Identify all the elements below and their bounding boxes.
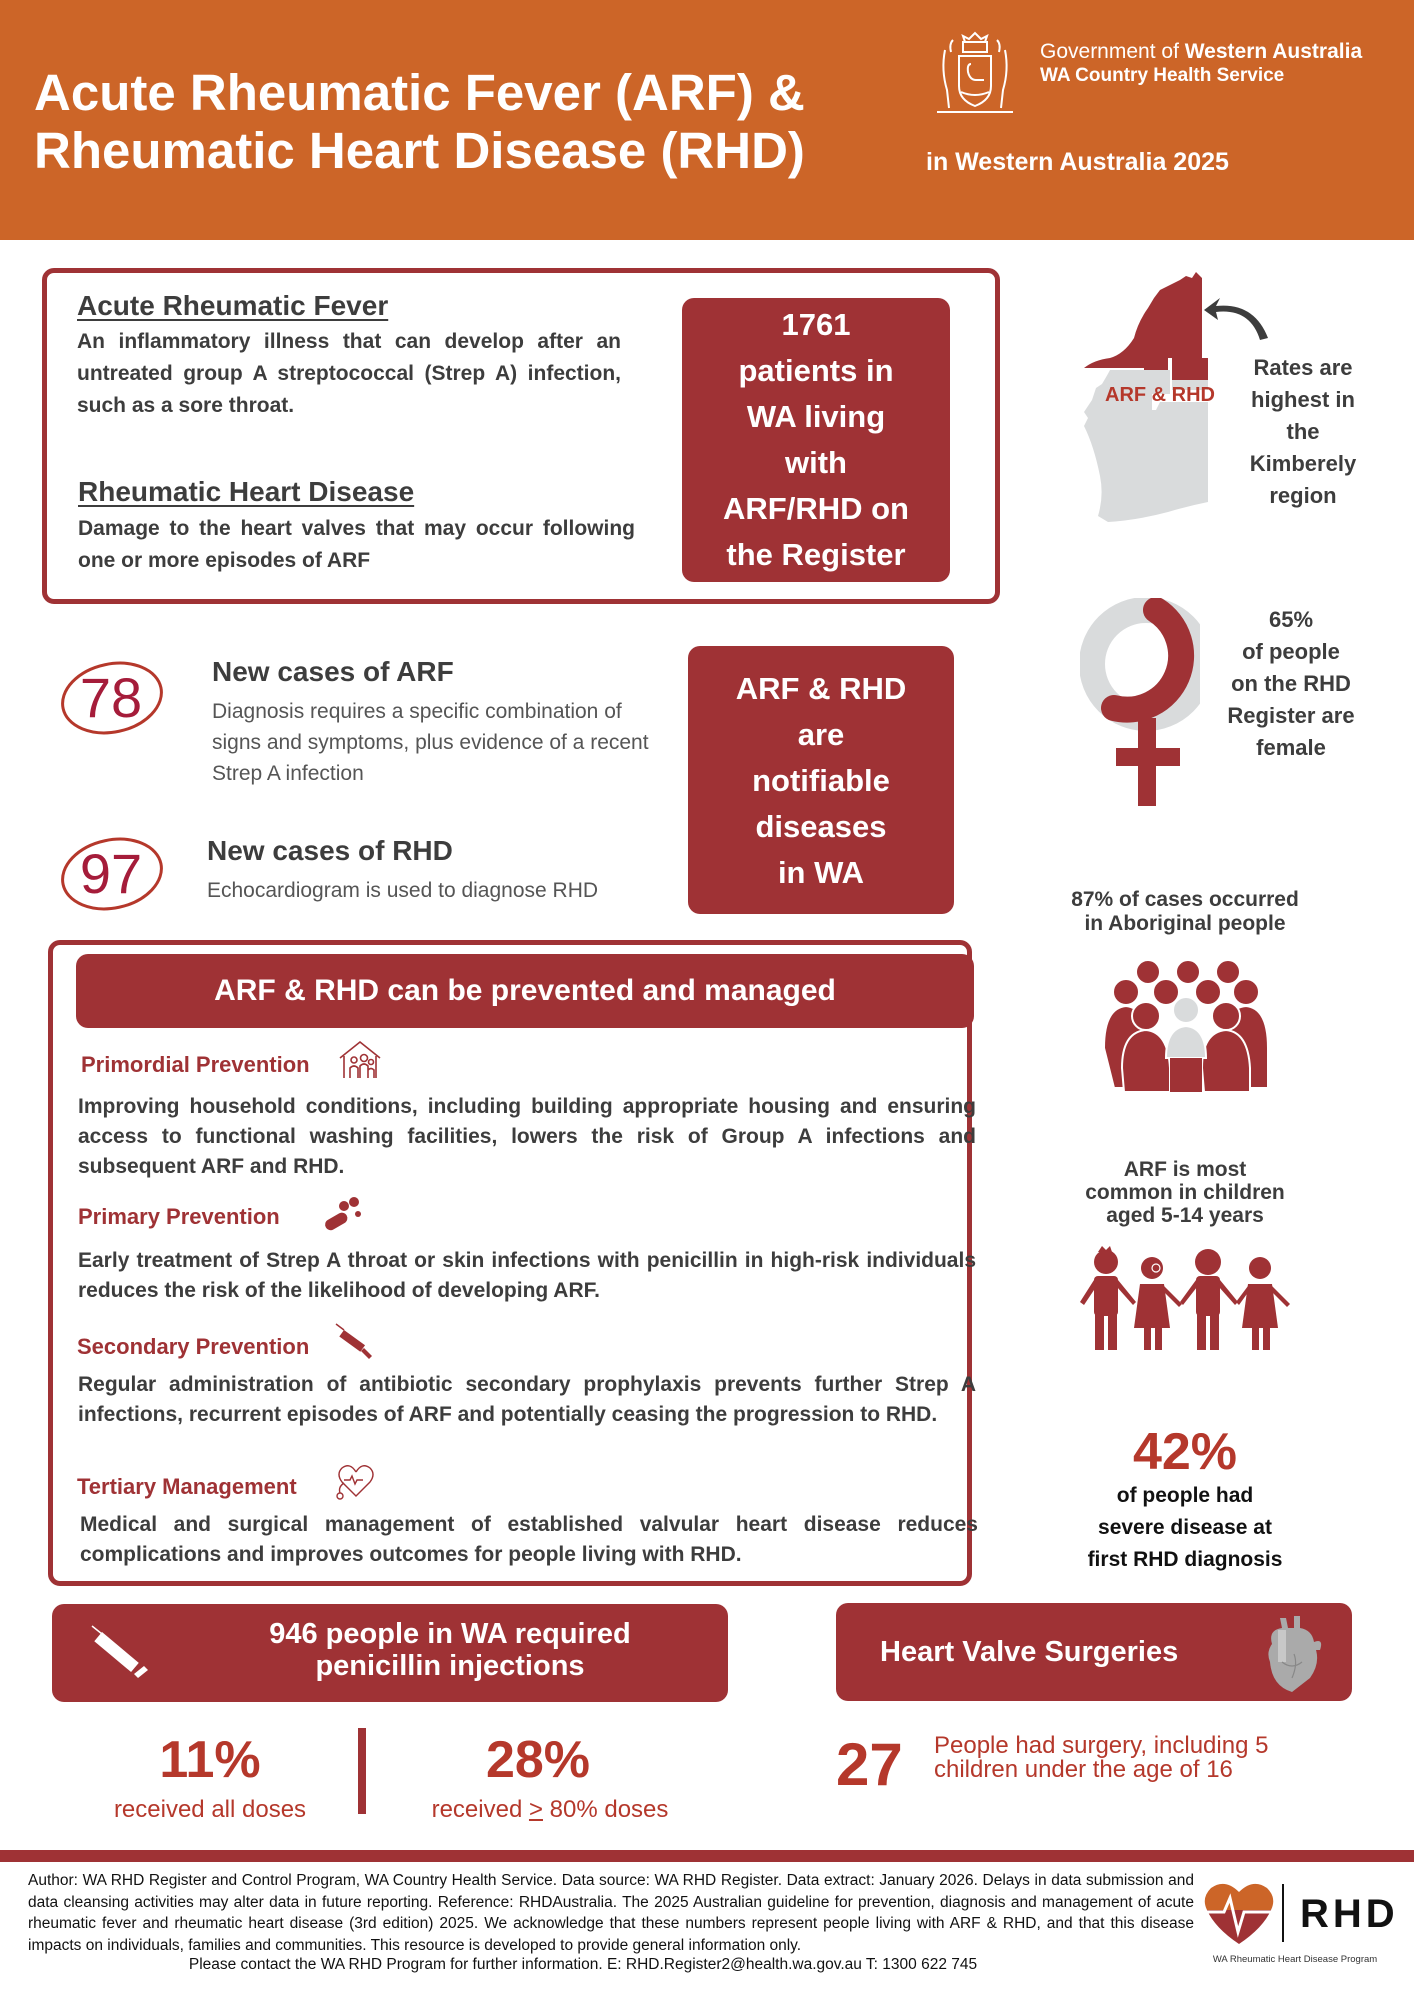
children-line: common in children: [1085, 1181, 1285, 1204]
primordial-heading: Primordial Prevention: [81, 1052, 310, 1077]
gte-symbol: >: [528, 1796, 543, 1823]
children-line: ARF is most: [1123, 1158, 1247, 1181]
syringe-icon: [90, 1624, 154, 1686]
arf-count-value: 78: [79, 666, 143, 729]
register-count-card: [682, 298, 950, 582]
arf-definition: An inflammatory illness that can develop after an untreated group A streptococcal (Strep A) infection, such as a sore throat.: [77, 330, 621, 417]
anatomical-heart-icon: [1258, 1614, 1324, 1692]
all-doses-percent: 11%: [159, 1731, 261, 1789]
stethoscope-heart-icon: [334, 1462, 378, 1502]
rhd-heart-logo-icon: [1204, 1882, 1274, 1946]
severe-percent: 42%: [1132, 1423, 1238, 1481]
arf-new-cases-count: [56, 658, 166, 738]
rhd-definition: Damage to the heart valves that may occur following one or more episodes of ARF: [78, 517, 635, 572]
surgery-line: People had surgery, including 5: [934, 1732, 1269, 1759]
label-post: 80% doses: [542, 1796, 669, 1823]
aboriginal-stat: [1030, 888, 1340, 936]
label-pre: received: [431, 1796, 529, 1823]
register-line: ARF/RHD on: [723, 491, 909, 526]
notifiable-line: notifiable: [752, 763, 890, 798]
gov-wa-wordmark: [1040, 40, 1362, 88]
register-line: WA living: [746, 399, 886, 434]
title-line-2: Rheumatic Heart Disease (RHD): [34, 122, 805, 179]
arf-heading: Acute Rheumatic Fever: [77, 290, 389, 321]
tertiary-text: Medical and surgical management of established valvular heart disease reduces complications and improves outcomes for people living with RHD.: [80, 1513, 978, 1566]
rhd-logo-text: RHD: [1300, 1892, 1399, 1936]
penicillin-title-line: 946 people in WA required: [269, 1618, 631, 1650]
footer-contact: Please contact the WA RHD Program for further information. E: RHD.Register2@health.wa.gov.au T: 1300 622 745: [188, 1956, 978, 1973]
severe-line: severe disease at: [1098, 1516, 1272, 1539]
footer-divider: [0, 1850, 1414, 1862]
footer-disclaimer: Author: WA RHD Register and Control Program, WA Country Health Service. Data source: WA RHD Register. Data extract: January 2026. Delays in data submission and data cleansing activities may alter data in future reporting. Reference: RHDAustralia. The 2025 Australian guideline for prevention, diagnosis and management of acute rheumatic fever and rheumatic heart disease (3rd edition) 2025. We acknowledge that these numbers represent people living with ARF & RHD, and that this disease impacts on individuals, families and communities. This resource is developed to provide general information only.: [28, 1872, 1194, 1954]
notifiable-line: diseases: [755, 809, 887, 844]
surgery-text: [934, 1734, 1268, 1782]
prevention-banner: ARF & RHD can be prevented and managed: [76, 954, 974, 1028]
register-line: the Register: [726, 537, 906, 572]
gov-line-bold: Western Australia: [1184, 40, 1363, 63]
female-symbol-icon: [1080, 598, 1200, 808]
80pct-doses-label: [400, 1796, 700, 1824]
notifiable-line: are: [797, 717, 845, 752]
syringe-icon: [334, 1322, 378, 1362]
all-doses-label: received all doses: [113, 1796, 307, 1823]
wacho-name: WA Country Health Service: [1040, 65, 1285, 86]
female-stat: [1226, 604, 1356, 764]
rhd-count-value: 97: [79, 842, 143, 905]
stat-divider: [358, 1728, 366, 1814]
notifiable-line: in WA: [777, 855, 865, 890]
female-label: of people on the RHD Register are female: [1227, 639, 1355, 760]
children-holding-hands-icon: [1078, 1246, 1292, 1350]
gov-line-regular: Government of: [1040, 40, 1185, 63]
primordial-text: Improving household conditions, including building appropriate housing and ensuring access to functional washing facilities, lowers the risk of Group A infections and subsequent ARF and RHD.: [78, 1095, 976, 1178]
severe-line: first RHD diagnosis: [1087, 1548, 1283, 1571]
arf-new-cases-heading: New cases of ARF: [212, 656, 454, 687]
children-stat: [1060, 1158, 1310, 1227]
surgery-title: Heart Valve Surgeries: [880, 1636, 1179, 1668]
severe-label: [1060, 1480, 1310, 1576]
wa-coat-of-arms-icon: [935, 30, 1015, 120]
surgery-line: children under the age of 16: [934, 1756, 1233, 1783]
title-line-1: Acute Rheumatic Fever (ARF) &: [34, 64, 805, 121]
surgery-count: 27: [836, 1731, 903, 1798]
primary-heading: Primary Prevention: [78, 1204, 280, 1229]
house-family-icon: [338, 1040, 382, 1080]
penicillin-title: [200, 1618, 700, 1682]
register-line: with: [785, 445, 847, 480]
rhd-new-cases-heading: New cases of RHD: [207, 835, 453, 866]
secondary-heading: Secondary Prevention: [77, 1334, 310, 1359]
rhd-logo-caption: WA Rheumatic Heart Disease Program: [1212, 1954, 1378, 1965]
primary-text: Early treatment of Strep A throat or skin infections with penicillin in high-risk individuals reduces the risk of the likelihood of developing ARF.: [78, 1249, 976, 1302]
penicillin-title-line: penicillin injections: [315, 1650, 585, 1682]
crowd-people-icon: [1096, 958, 1272, 1092]
rhd-new-cases-count: [56, 834, 166, 914]
tertiary-heading: Tertiary Management: [77, 1474, 297, 1499]
register-line: patients in: [738, 353, 894, 388]
kimberley-note: Rates are highest in the Kimberely region: [1249, 355, 1357, 508]
pill-bacteria-icon: [322, 1194, 366, 1234]
children-line: aged 5-14 years: [1106, 1204, 1264, 1227]
aboriginal-line: 87% of cases occurred: [1071, 888, 1299, 911]
female-percent: 65%: [1268, 607, 1314, 632]
aboriginal-line: in Aboriginal people: [1084, 912, 1286, 935]
notifiable-line: ARF & RHD: [735, 671, 907, 706]
rhd-new-cases-text: Echocardiogram is used to diagnose RHD: [207, 879, 599, 902]
logo-divider: [1282, 1884, 1284, 1942]
page-title: [34, 64, 805, 180]
map-label: ARF & RHD: [1105, 384, 1215, 406]
notifiable-card: [688, 646, 954, 914]
register-count: 1761: [781, 307, 851, 342]
severe-line: of people had: [1116, 1484, 1254, 1507]
80pct-doses-percent: 28%: [485, 1731, 591, 1789]
page-subtitle: in Western Australia 2025: [926, 148, 1229, 176]
arf-new-cases-text: Diagnosis requires a specific combination of signs and symptoms, plus evidence of a recent Strep A infection: [212, 700, 649, 785]
rhd-heading: Rheumatic Heart Disease: [78, 476, 415, 507]
secondary-text: Regular administration of antibiotic secondary prophylaxis prevents further Strep A infections, recurrent episodes of ARF and potentially ceasing the progression to RHD.: [78, 1373, 976, 1426]
